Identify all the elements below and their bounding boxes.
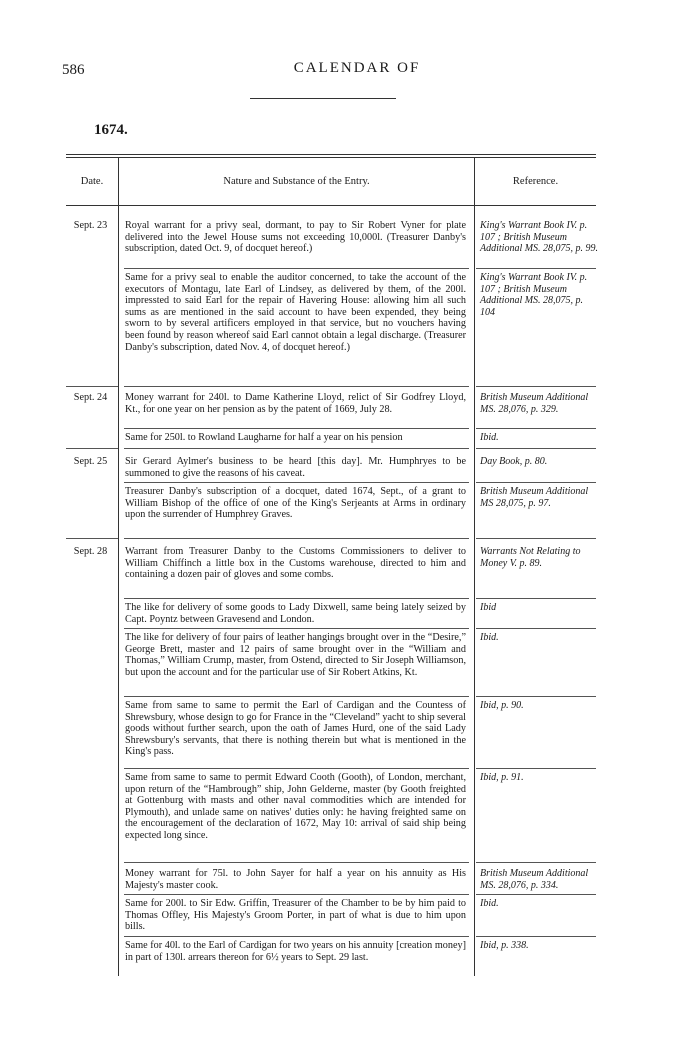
entry-text: Same for 40l. to the Earl of Cardigan for two years on his annuity [creation money] in part of 130l. arrears thereon for 6½ years to Sept. 29 last.: [125, 940, 466, 963]
entry-text: Warrant from Treasurer Danby to the Customs Commissioners to deliver to William Chiffinch a little box in the Customs warehouse, directed to him and containing a dozen pair of gloves and some combs.: [125, 546, 466, 581]
entry-text: Money warrant for 240l. to Dame Katherine Lloyd, relict of Sir Godfrey Lloyd, Kt., for one year on her pension as by the patent of 1669, July 28.: [125, 392, 466, 415]
entry-date: Sept. 24: [73, 392, 108, 403]
date-divider: [66, 538, 118, 539]
reference-divider: [476, 768, 596, 769]
entry-text: The like for delivery of some goods to Lady Dixwell, same being lately seized by Capt. Poyntz between Gravesend and London.: [125, 602, 466, 625]
entry-divider: [124, 538, 469, 539]
entry-divider: [124, 598, 469, 599]
entry-text: Same for 250l. to Rowland Laugharne for half a year on his pension: [125, 432, 403, 443]
reference-divider: [476, 862, 596, 863]
entry-reference: Ibid, p. 91.: [480, 772, 524, 783]
entry-text: Royal warrant for a privy seal, dormant, to pay to Sir Robert Vyner for plate delivered into the Jewel House sums not exceeding 10,000l. (Treasurer Danby's subscription, dated Oct. 9, of docquet hereof.): [125, 220, 466, 255]
year-heading: 1674.: [94, 122, 128, 138]
column-header-date: Date.: [80, 176, 104, 187]
entry-reference: Ibid.: [480, 432, 499, 443]
table-top-rule: [66, 154, 596, 155]
entry-reference: British Museum Additional MS 28,075, p. 97.: [480, 486, 589, 509]
entry-reference: King's Warrant Book IV. p. 107 ; British Museum Additional MS. 28,075, p. 99.: [480, 220, 599, 255]
reference-divider: [476, 696, 596, 697]
calendar-table: [66, 154, 599, 976]
date-divider: [66, 448, 118, 449]
entry-divider: [124, 482, 469, 483]
entry-text: Sir Gerard Aylmer's business to be heard [this day]. Mr. Humphryes to be summoned to give the reasons of his caveat.: [125, 456, 466, 479]
entry-reference: British Museum Additional MS. 28,076, p. 329.: [480, 392, 589, 415]
reference-divider: [476, 538, 596, 539]
reference-divider: [476, 428, 596, 429]
entry-divider: [124, 628, 469, 629]
entry-date: Sept. 23: [73, 220, 108, 231]
entry-text: Same for 200l. to Sir Edw. Griffin, Treasurer of the Chamber to be by him paid to Thomas Offley, His Majesty's Groom Porter, in part of what is due to him upon bills.: [125, 898, 466, 933]
entry-date: Sept. 25: [73, 456, 108, 467]
header-rule: [250, 98, 396, 99]
entry-reference: Ibid, p. 90.: [480, 700, 524, 711]
entry-divider: [124, 768, 469, 769]
reference-divider: [476, 894, 596, 895]
column-header-entry: Nature and Substance of the Entry.: [223, 176, 370, 187]
entry-text: Treasurer Danby's subscription of a docquet, dated 1674, Sept., of a grant to William Bishop of the office of one of the King's Serjeants at Arms in ordinary upon the surrender of Humphrey Graves.: [125, 486, 466, 521]
column-header-reference: Reference.: [512, 176, 559, 187]
entry-text: Money warrant for 75l. to John Sayer for half a year on his annuity as His Majesty's master cook.: [125, 868, 466, 891]
running-title: CALENDAR OF: [293, 60, 421, 76]
reference-divider: [476, 628, 596, 629]
entry-reference: Ibid: [480, 602, 497, 613]
entry-text: Same from same to same to permit Edward Cooth (Gooth), of London, merchant, upon return of the “Hambrough” ship, John Gelderne, master (by Gooth freighted at Gottenburg with masts and other naval commodities which are intended for Plymouth), and unlade same on natives' duties only: he having freighted same on the encouragement of the declaration of 1672, May 10: arrival of said ship being expected long since.: [125, 772, 466, 841]
entry-reference: Ibid.: [480, 632, 499, 643]
entry-divider: [124, 696, 469, 697]
entry-reference: Warrants Not Relating to Money V. p. 89.: [480, 546, 581, 569]
entry-divider: [124, 386, 469, 387]
table-header-rule: [66, 205, 596, 206]
reference-divider: [476, 448, 596, 449]
entry-date: Sept. 28: [73, 546, 108, 557]
entry-text: Same for a privy seal to enable the auditor concerned, to take the account of the executors of Montagu, late Earl of Lindsey, as delivered by them, of the 200l. impressted to said Earl for the repair of Havering House: allowing him all such sums as are mentioned in the said account to have been expended, they being sworn to by several artificers employed in that service, but no vouchers having been found by reason whereof said Earl cannot obtain a legal discharge. (Treasurer Danby's subscription, dated Nov. 4, of docquet hereof.): [125, 272, 466, 353]
table-top-rule-inner: [66, 157, 596, 158]
entry-reference: Ibid.: [480, 898, 499, 909]
entry-reference: Day Book, p. 80.: [480, 456, 548, 467]
entry-text: The like for delivery of four pairs of leather hangings brought over in the “Desire,” George Brett, master and 12 pairs of same brought over in the “William and Thomas,” William Crump, master, from Ostend, directed to Sir Joseph Williamson, but upon the account and for the particular use of Sir Robert Atkins, Kt.: [125, 632, 466, 678]
page-number: 586: [62, 62, 85, 78]
entry-divider: [124, 936, 469, 937]
reference-divider: [476, 268, 596, 269]
column-divider-reference: [474, 158, 475, 976]
entry-divider: [124, 862, 469, 863]
entry-reference: British Museum Additional MS. 28,076, p. 334.: [480, 868, 589, 891]
entry-divider: [124, 894, 469, 895]
column-divider-date: [118, 158, 119, 976]
reference-divider: [476, 386, 596, 387]
entry-divider: [124, 268, 469, 269]
reference-divider: [476, 598, 596, 599]
reference-divider: [476, 482, 596, 483]
entry-text: Same from same to same to permit the Earl of Cardigan and the Countess of Shrewsbury, whose design to go for France in the “Cleveland” yacht to ship several goods without further search, upon the oath of James Hurd, one of the said Lady Shrewsbury's servants, that there is nothing therein but what is mentioned in the King's pass.: [125, 700, 466, 758]
entry-divider: [124, 448, 469, 449]
entry-reference: King's Warrant Book IV. p. 107 ; British Museum Additional MS. 28,075, p. 104: [480, 272, 588, 318]
reference-divider: [476, 936, 596, 937]
entry-reference: Ibid, p. 338.: [480, 940, 529, 951]
date-divider: [66, 386, 118, 387]
entry-divider: [124, 428, 469, 429]
